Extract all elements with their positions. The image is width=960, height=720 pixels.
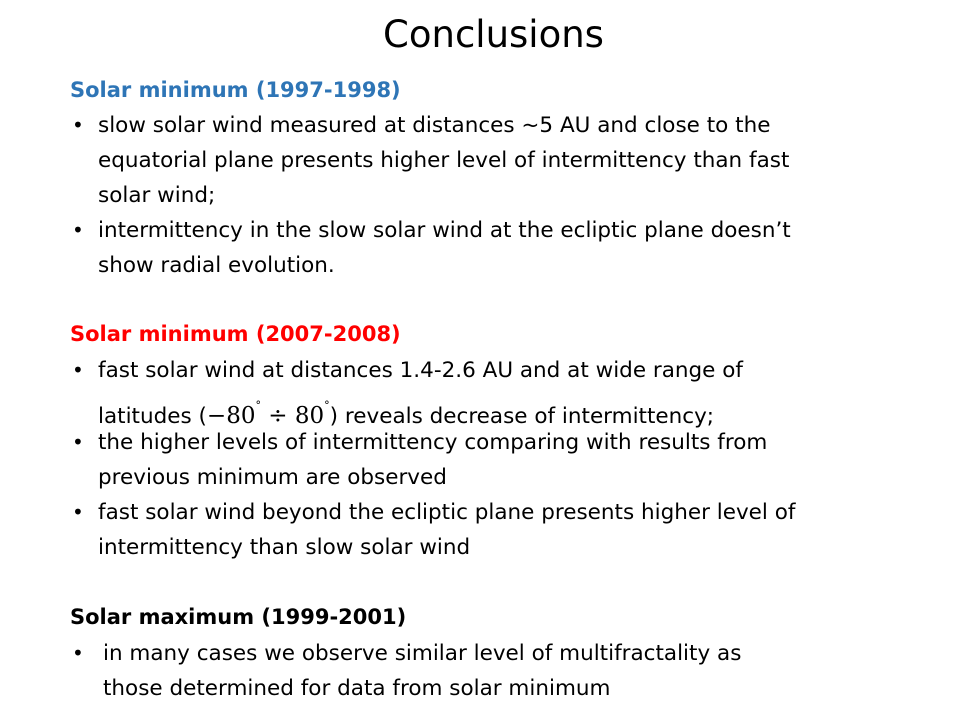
bullet-line: equatorial plane presents higher level of intermittency than fast bbox=[98, 148, 790, 173]
bullet-line: slow solar wind measured at distances ~5 AU and close to the bbox=[98, 113, 771, 138]
bullet-icon: • bbox=[72, 500, 84, 524]
bullet-line: previous minimum are observed bbox=[98, 465, 447, 490]
bullet-line-with-math bbox=[98, 390, 714, 432]
bullet-line: fast solar wind at distances 1.4-2.6 AU and at wide range of bbox=[98, 358, 743, 383]
bullet-icon: • bbox=[72, 358, 84, 382]
section-heading-solar-minimum-2007-2008: Solar minimum (2007-2008) bbox=[70, 322, 401, 346]
bullet-line: those determined for data from solar minimum bbox=[103, 676, 611, 701]
degree-symbol: ° bbox=[324, 399, 330, 412]
math-value: 80 bbox=[226, 403, 256, 429]
section-heading-solar-maximum-1999-2001: Solar maximum (1999-2001) bbox=[70, 605, 407, 629]
bullet-line: intermittency in the slow solar wind at the ecliptic plane doesn’t bbox=[98, 218, 791, 243]
bullet-line: solar wind; bbox=[98, 183, 216, 208]
bullet-line: fast solar wind beyond the ecliptic plane presents higher level of bbox=[98, 500, 796, 525]
bullet-text-segment: latitudes ( bbox=[98, 404, 207, 429]
bullet-icon: • bbox=[72, 218, 84, 242]
bullet-line: intermittency than slow solar wind bbox=[98, 535, 471, 560]
bullet-line: in many cases we observe similar level of multifractality as bbox=[103, 641, 742, 666]
latitude-range-formula bbox=[206, 399, 330, 429]
bullet-line: show radial evolution. bbox=[98, 253, 335, 278]
bullet-icon: • bbox=[72, 430, 84, 454]
math-value: 80 bbox=[294, 403, 325, 429]
math-minus: − bbox=[206, 403, 227, 429]
bullet-text-segment: ) reveals decrease of intermittency; bbox=[329, 404, 715, 429]
bullet-icon: • bbox=[72, 113, 84, 137]
degree-symbol: ° bbox=[255, 399, 261, 412]
math-divide: ÷ bbox=[268, 403, 288, 429]
bullet-line: the higher levels of intermittency comparing with results from bbox=[98, 430, 768, 455]
section-heading-solar-minimum-1997-1998: Solar minimum (1997-1998) bbox=[70, 78, 401, 102]
slide-title: Conclusions bbox=[383, 13, 604, 56]
bullet-icon: • bbox=[72, 641, 84, 665]
